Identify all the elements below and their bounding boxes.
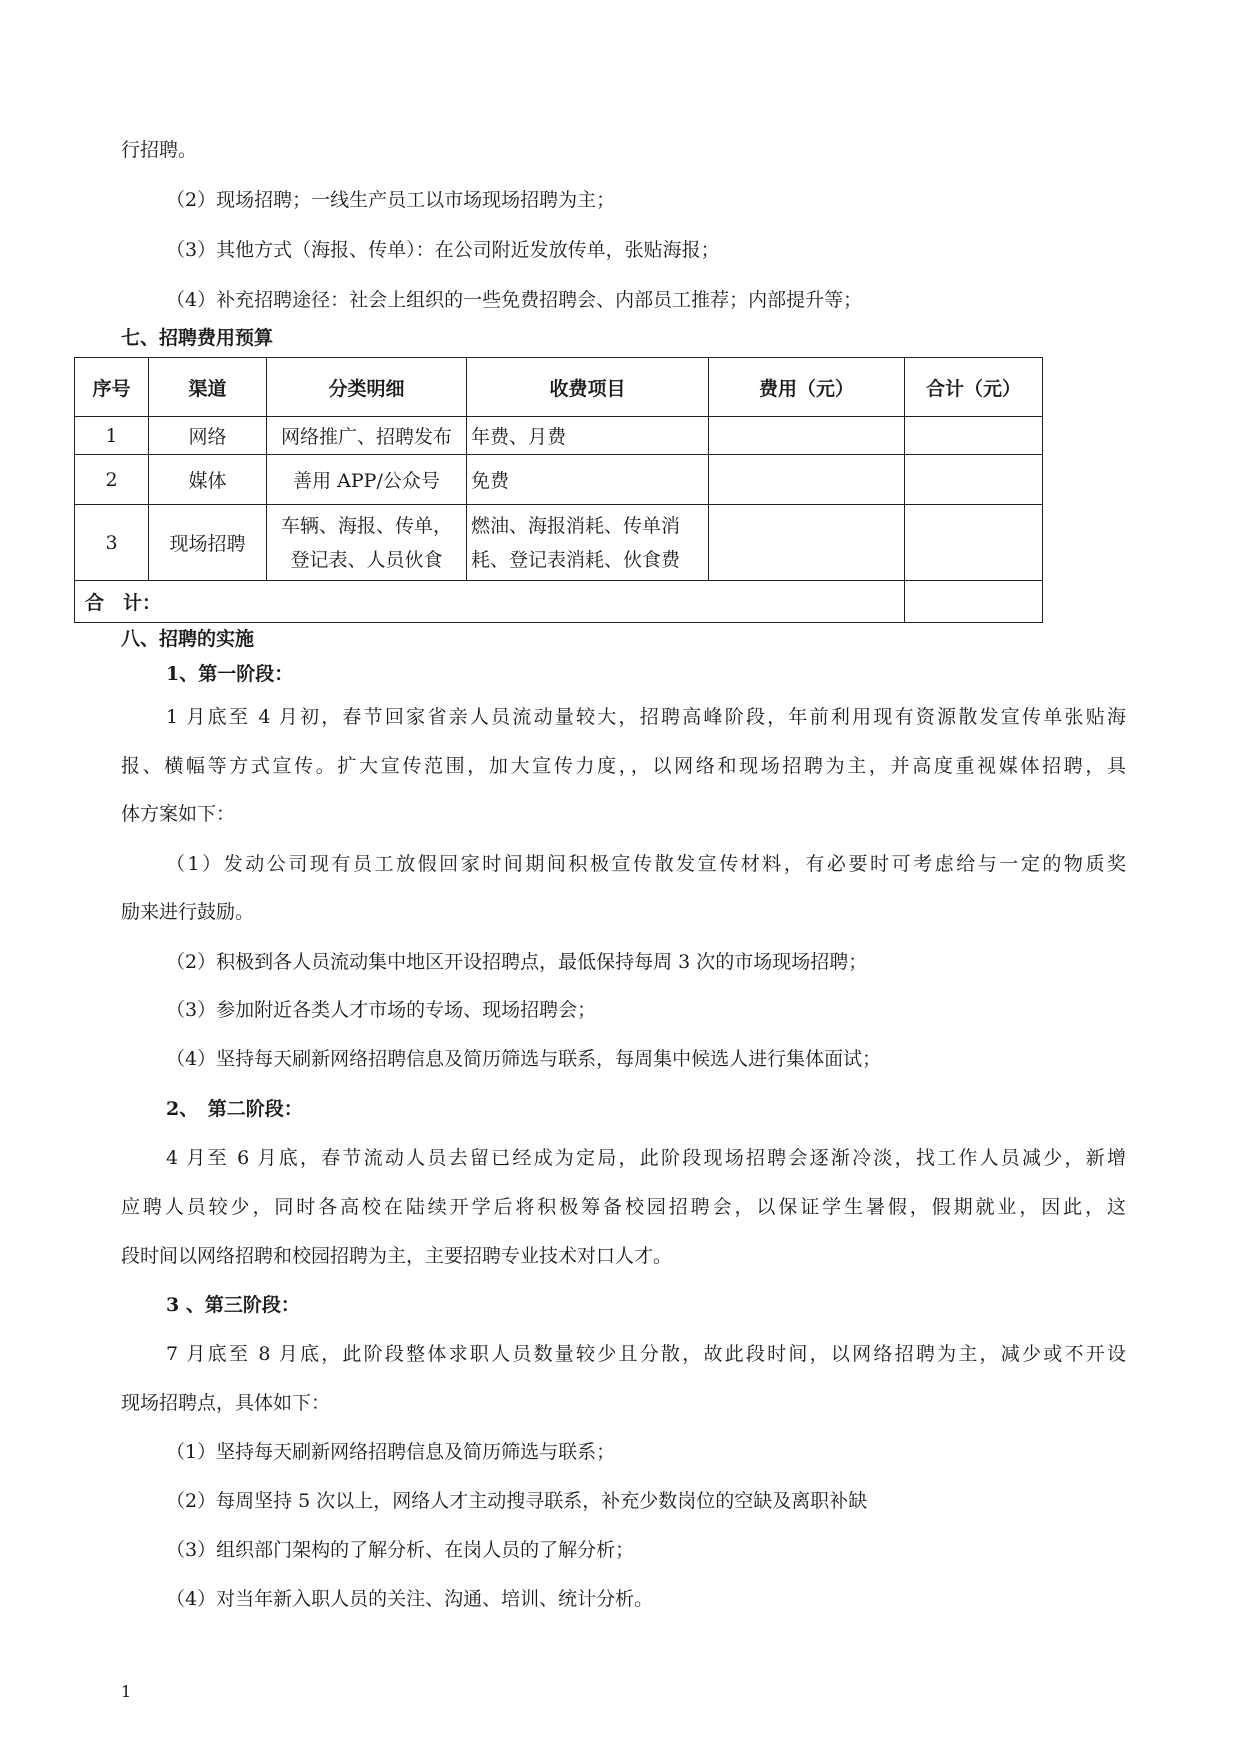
- text-line: 行招聘。: [121, 139, 198, 161]
- table-header-row: [75, 358, 1043, 417]
- paragraph-line: 7 月底至 8 月底，此阶段整体求职人员数量较少且分散，故此段时间，以网络招聘为主，减少或不开设: [166, 1343, 1126, 1365]
- sum-label: 合 计：: [75, 581, 905, 623]
- stage-title: 3 、第三阶段：: [166, 1294, 300, 1316]
- paragraph-line: 段时间以网络招聘和校园招聘为主，主要招聘专业技术对口人才。: [121, 1245, 673, 1267]
- list-item: （3）参加附近各类人才市场的专场、现场招聘会；: [166, 999, 597, 1021]
- table-cell: [267, 505, 467, 581]
- list-item: （2）积极到各人员流动集中地区开设招聘点，最低保持每周 3 次的市场现场招聘；: [166, 951, 868, 973]
- table-cell: 免费: [467, 455, 709, 505]
- table-header: 分类明细: [267, 358, 467, 417]
- section-heading: 七、招聘费用预算: [121, 327, 274, 349]
- table-header: 费用（元）: [709, 358, 905, 417]
- cell-line: 车辆、海报、传单，: [280, 514, 452, 537]
- list-item: （3）其他方式（海报、传单）：在公司附近发放传单，张贴海报；: [166, 239, 720, 261]
- table-cell: [905, 455, 1043, 505]
- paragraph-line: 1 月底至 4 月初，春节回家省亲人员流动量较大，招聘高峰阶段，年前利用现有资源散发宣传单张贴海: [166, 706, 1126, 728]
- table-header: 合计（元）: [905, 358, 1043, 417]
- paragraph-line: 报、横幅等方式宣传。扩大宣传范围，加大宣传力度，，以网络和现场招聘为主，并高度重视媒体招聘，具: [121, 755, 1126, 777]
- table-sum-row: [75, 581, 1043, 623]
- table-cell: [709, 505, 905, 581]
- table-cell: 现场招聘: [149, 505, 267, 581]
- cell-line: 耗、登记表消耗、伙食费: [471, 548, 681, 571]
- table-cell: [709, 417, 905, 455]
- table-row: [75, 417, 1043, 455]
- table-cell: 网络: [149, 417, 267, 455]
- table-header: 收费项目: [467, 358, 709, 417]
- cell-line: 登记表、人员伙食: [290, 548, 443, 571]
- page-number: 1: [121, 1682, 132, 1701]
- list-item: （4）补充招聘途径：社会上组织的一些免费招聘会、内部员工推荐；内部提升等；: [166, 289, 863, 311]
- table-cell: 网络推广、招聘发布: [267, 417, 467, 455]
- cell-line: 燃油、海报消耗、传单消: [471, 514, 681, 537]
- list-item: （4）坚持每天刷新网络招聘信息及简历筛选与联系，每周集中候选人进行集体面试；: [166, 1048, 882, 1070]
- list-item: （2）现场招聘；一线生产员工以市场现场招聘为主；: [166, 189, 616, 211]
- table-cell: 媒体: [149, 455, 267, 505]
- table-row: [75, 505, 1043, 581]
- table-cell: 3: [75, 505, 149, 581]
- paragraph-line: 应聘人员较少，同时各高校在陆续开学后将积极筹备校园招聘会，以保证学生暑假，假期就业，因此，这: [121, 1196, 1126, 1218]
- table-cell: 2: [75, 455, 149, 505]
- paragraph-line: 4 月至 6 月底，春节流动人员去留已经成为定局，此阶段现场招聘会逐渐冷淡，找工作人员减少，新增: [166, 1147, 1126, 1169]
- table-cell: 年费、月费: [467, 417, 709, 455]
- list-item: 励来进行鼓励。: [121, 901, 255, 923]
- table-cell: 1: [75, 417, 149, 455]
- list-item: （3）组织部门架构的了解分析、在岗人员的了解分析；: [166, 1539, 635, 1561]
- paragraph-line: 体方案如下：: [121, 803, 236, 825]
- budget-table: [74, 357, 1043, 623]
- stage-title: 2、 第二阶段：: [166, 1098, 303, 1120]
- list-item: （2）每周坚持 5 次以上，网络人才主动搜寻联系，补充少数岗位的空缺及离职补缺: [166, 1490, 868, 1512]
- table-cell: [905, 417, 1043, 455]
- table-cell: [467, 505, 709, 581]
- table-row: [75, 455, 1043, 505]
- section-heading: 八、招聘的实施: [121, 628, 255, 650]
- list-item: （1）发动公司现有员工放假回家时间期间积极宣传散发宣传材料，有必要时可考虑给与一定的物质奖: [166, 853, 1126, 875]
- list-item: （4）对当年新入职人员的关注、沟通、培训、统计分析。: [166, 1588, 654, 1610]
- table-header: 序号: [75, 358, 149, 417]
- table-header: 渠道: [149, 358, 267, 417]
- table-cell: [905, 505, 1043, 581]
- table-cell: 善用 APP/公众号: [267, 455, 467, 505]
- table-cell: [709, 455, 905, 505]
- paragraph-line: 现场招聘点，具体如下：: [121, 1392, 331, 1414]
- stage-title: 1、第一阶段：: [166, 663, 294, 685]
- sum-value: [905, 581, 1043, 623]
- list-item: （1）坚持每天刷新网络招聘信息及简历筛选与联系；: [166, 1441, 616, 1463]
